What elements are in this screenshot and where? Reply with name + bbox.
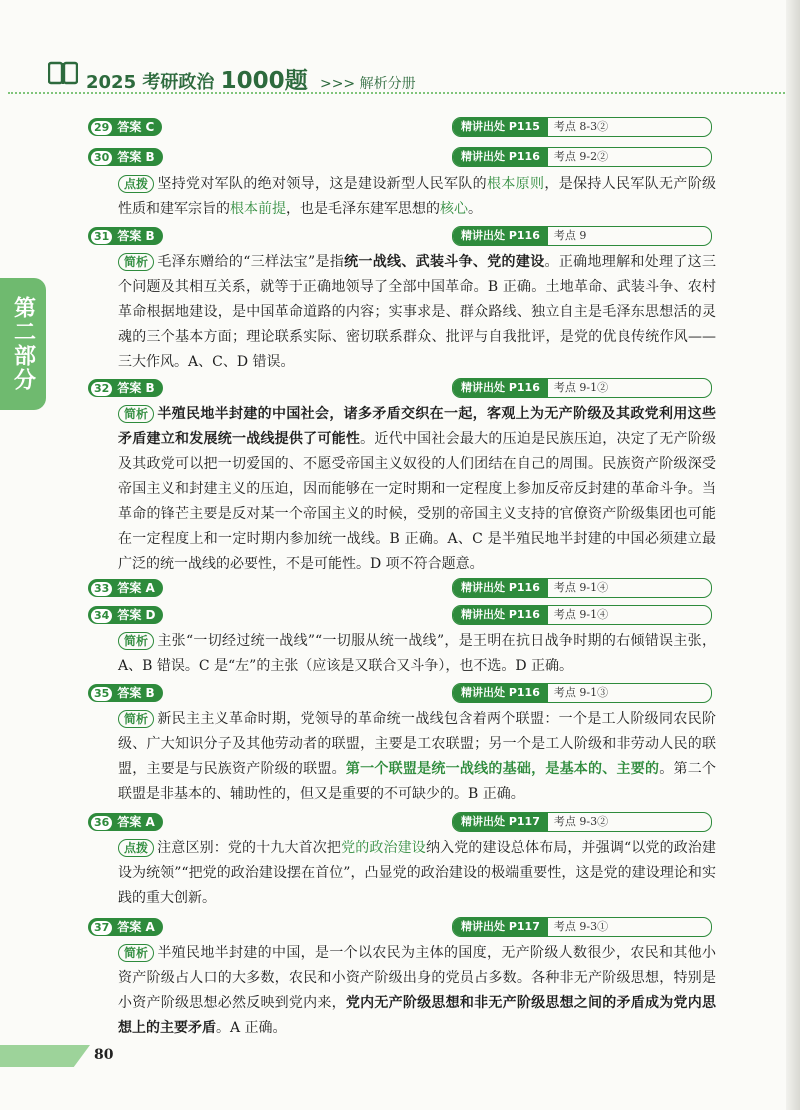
- source-page: P116: [508, 150, 540, 163]
- answer-label: 答案 A: [117, 581, 155, 595]
- source-page: P116: [508, 581, 540, 594]
- source-label: 精讲出处: [461, 581, 505, 594]
- source-page: P116: [508, 686, 540, 699]
- explanation-text: 主张“一切经过统一战线”“一切服从统一战线”，是王明在抗日战争时期的右倾错误主张，A、B 错误。C 是“左”的主张（应该是又联合又斗争），也不选。D 正确。: [118, 633, 716, 674]
- answer-badge: [88, 148, 163, 166]
- source-label: 精讲出处: [461, 150, 505, 163]
- source-label: 精讲出处: [461, 229, 505, 242]
- source-box: [452, 812, 712, 832]
- highlight-text: 核心: [440, 201, 468, 217]
- explanation-text: 注意区别：党的十九大首次把: [157, 840, 342, 856]
- header-ti: 题: [284, 68, 308, 94]
- source-box: [452, 147, 712, 167]
- explanation-text: 纳入党的建设总体布局，并强调“以党的政治建设为统领”“把党的政治建设摆在首位”，凸显党的政治建设的极端重要性，这是党的建设理论和实践的重大创新。: [118, 840, 717, 906]
- question-row-31: [88, 226, 714, 248]
- bold-text: 党内无产阶级思想和非无产阶级思想之间的矛盾成为党内思想上的主要矛盾: [118, 995, 717, 1036]
- answer-label: 答案 B: [117, 381, 155, 395]
- answer-label: 答案 B: [117, 229, 155, 243]
- header-year: 2025: [86, 72, 137, 93]
- source-box: [452, 378, 712, 398]
- exam-point: 考点 8-3②: [553, 120, 609, 133]
- source-label: 精讲出处: [461, 120, 505, 133]
- explanation-37: [118, 941, 716, 1041]
- explanation-text: 。A 正确。: [216, 1020, 287, 1036]
- header-divider: [8, 92, 792, 94]
- explanation-text: 半殖民地半封建的中国，是一个以农民为主体的国度，无产阶级人数很少，农民和其他小资产阶级占人口的大多数，农民和小资产阶级出身的党员占多数。各种非无产阶级思想，特别是小资产阶级思想必然反映到党内来，: [118, 945, 716, 1011]
- header-subtitle: 解析分册: [359, 76, 416, 92]
- header-title: 考研政治: [142, 72, 215, 93]
- source-page: P116: [508, 608, 540, 621]
- explanation-tag: 简析: [118, 710, 154, 728]
- question-number: 33: [91, 582, 112, 596]
- explanation-tag: 简析: [118, 405, 154, 423]
- source-label: 精讲出处: [461, 815, 505, 828]
- explanation-text: 毛泽东赠给的“三样法宝”是指: [157, 254, 345, 270]
- section-tab-label: 第二部分: [10, 296, 36, 392]
- question-row-36: [88, 812, 714, 834]
- section-tab: [0, 278, 46, 410]
- explanation-tag: 简析: [118, 944, 154, 962]
- exam-point: 考点 9-1②: [553, 381, 609, 394]
- explanation-text: 新民主主义革命时期，党领导的革命统一战线包含着两个联盟：一个是工人阶级同农民阶级、广大知识分子及其他劳动者的联盟，主要是工农联盟；另一个是工人阶级和非劳动人民的联盟，主要是与民族资产阶级的联盟。: [118, 711, 716, 777]
- highlight-text: 第一个联盟是统一战线的基础，是基本的、主要的: [345, 761, 660, 777]
- exam-point: 考点 9-1④: [553, 581, 609, 594]
- source-box: [452, 117, 712, 137]
- explanation-35: [118, 707, 716, 807]
- header-count: 1000: [220, 68, 285, 94]
- explanation-34: [118, 629, 716, 679]
- answer-badge: [88, 379, 163, 397]
- answer-badge: [88, 813, 163, 831]
- explanation-text: 。近代中国社会最大的压迫是民族压迫，决定了无产阶级及其政党可以把一切爱国的、不愿受帝国主义奴役的人们团结在自己的周围。民族资产阶级深受帝国主义和封建主义的压迫，因而能够在一定时期和一定程度上参加反帝反封建的革命斗争。当革命的锋芒主要是反对某一个帝国主义的时候，受别的帝国主义支持的官僚资产阶级集团也可能在一定程度上和一定时期内参加统一战线。B 正确。A、C 是半殖民地半封建的中国必须建立最广泛的统一战线的必要性，不是可能性。D 项不符合题意。: [118, 431, 717, 572]
- source-label: 精讲出处: [461, 920, 505, 933]
- explanation-text: ，也是毛泽东建军思想的: [286, 201, 440, 217]
- source-page: P116: [508, 381, 540, 394]
- question-row-30: [88, 147, 714, 169]
- answer-badge: [88, 579, 163, 597]
- highlight-text: 根本前提: [230, 201, 286, 217]
- explanation-tag: 点拨: [118, 175, 154, 193]
- bold-text: 半殖民地半封建的中国社会，诸多矛盾交织在一起，客观上为无产阶级及其政党利用这些矛盾建立和发展统一战线提供了可能性: [118, 406, 716, 447]
- answer-badge: [88, 606, 163, 624]
- question-number: 29: [91, 121, 112, 135]
- source-box: [452, 226, 712, 246]
- page-edge: [786, 0, 800, 1110]
- explanation-text: 坚持党对军队的绝对领导，这是建设新型人民军队的: [157, 176, 488, 192]
- question-row-37: [88, 917, 714, 939]
- source-page: P117: [508, 920, 540, 933]
- question-row-32: [88, 378, 714, 400]
- explanation-30: [118, 172, 716, 222]
- explanation-text: 。正确地理解和处理了这三个问题及其相互关系，就等于正确地领导了全部中国革命。B 正确。土地革命、武装斗争、农村革命根据地建设，是中国革命道路的内容；实事求是、群众路线、独立自主是毛泽东思想活的灵魂的三个基本方面；理论联系实际、密切联系群众、批评与自我批评，是党的优良传统作风——三大作风。A、C、D 错误。: [118, 254, 716, 370]
- source-box: [452, 917, 712, 937]
- source-box: [452, 605, 712, 625]
- explanation-tag: 简析: [118, 253, 154, 271]
- book-title: [86, 62, 416, 95]
- highlight-text: 根本原则: [487, 176, 545, 192]
- source-box: [452, 683, 712, 703]
- explanation-tag: 点拨: [118, 839, 154, 857]
- source-label: 精讲出处: [461, 686, 505, 699]
- header-arrows: >>>: [319, 76, 356, 92]
- explanation-32: [118, 402, 716, 577]
- exam-point: 考点 9-1③: [553, 686, 609, 699]
- source-box: [452, 578, 712, 598]
- exam-point: 考点 9: [553, 229, 587, 242]
- question-number: 32: [91, 382, 112, 396]
- answer-badge: [88, 227, 163, 245]
- exam-point: 考点 9-1④: [553, 608, 609, 621]
- explanation-text: ，是保持人民军队无产阶级性质和建军宗旨的: [118, 176, 717, 217]
- answer-label: 答案 A: [117, 815, 155, 829]
- explanation-31: [118, 250, 716, 375]
- exam-point: 考点 9-2②: [553, 150, 609, 163]
- book-icon: [48, 60, 78, 86]
- answer-label: 答案 C: [117, 120, 155, 134]
- question-row-34: [88, 605, 714, 627]
- source-label: 精讲出处: [461, 381, 505, 394]
- answer-label: 答案 D: [117, 608, 156, 622]
- source-label: 精讲出处: [461, 608, 505, 621]
- question-row-33: [88, 578, 714, 600]
- explanation-36: [118, 836, 716, 911]
- source-page: P116: [508, 229, 540, 242]
- explanation-tag: 简析: [118, 632, 154, 650]
- exam-point: 考点 9-3②: [553, 815, 609, 828]
- answer-badge: [88, 684, 163, 702]
- bold-text: 统一战线、武装斗争、党的建设: [344, 254, 545, 270]
- question-number: 37: [91, 921, 112, 935]
- answer-label: 答案 A: [117, 920, 155, 934]
- explanation-text: 。: [468, 201, 482, 217]
- source-page: P117: [508, 815, 540, 828]
- answer-badge: [88, 918, 163, 936]
- question-row-35: [88, 683, 714, 705]
- footer-bar: [0, 1045, 90, 1067]
- question-number: 35: [91, 687, 112, 701]
- page-number: 80: [94, 1047, 114, 1063]
- question-number: 36: [91, 816, 112, 830]
- explanation-text: 。第二个联盟是非基本的、辅助性的，但又是重要的不可缺少的。B 正确。: [118, 761, 717, 802]
- question-row-29: [88, 117, 714, 139]
- answer-label: 答案 B: [117, 150, 155, 164]
- answer-badge: [88, 118, 162, 136]
- question-number: 34: [91, 609, 112, 623]
- question-number: 30: [91, 151, 112, 165]
- question-number: 31: [91, 230, 112, 244]
- source-page: P115: [508, 120, 540, 133]
- exam-point: 考点 9-3①: [553, 920, 609, 933]
- answer-label: 答案 B: [117, 686, 155, 700]
- highlight-text: 党的政治建设: [341, 840, 426, 856]
